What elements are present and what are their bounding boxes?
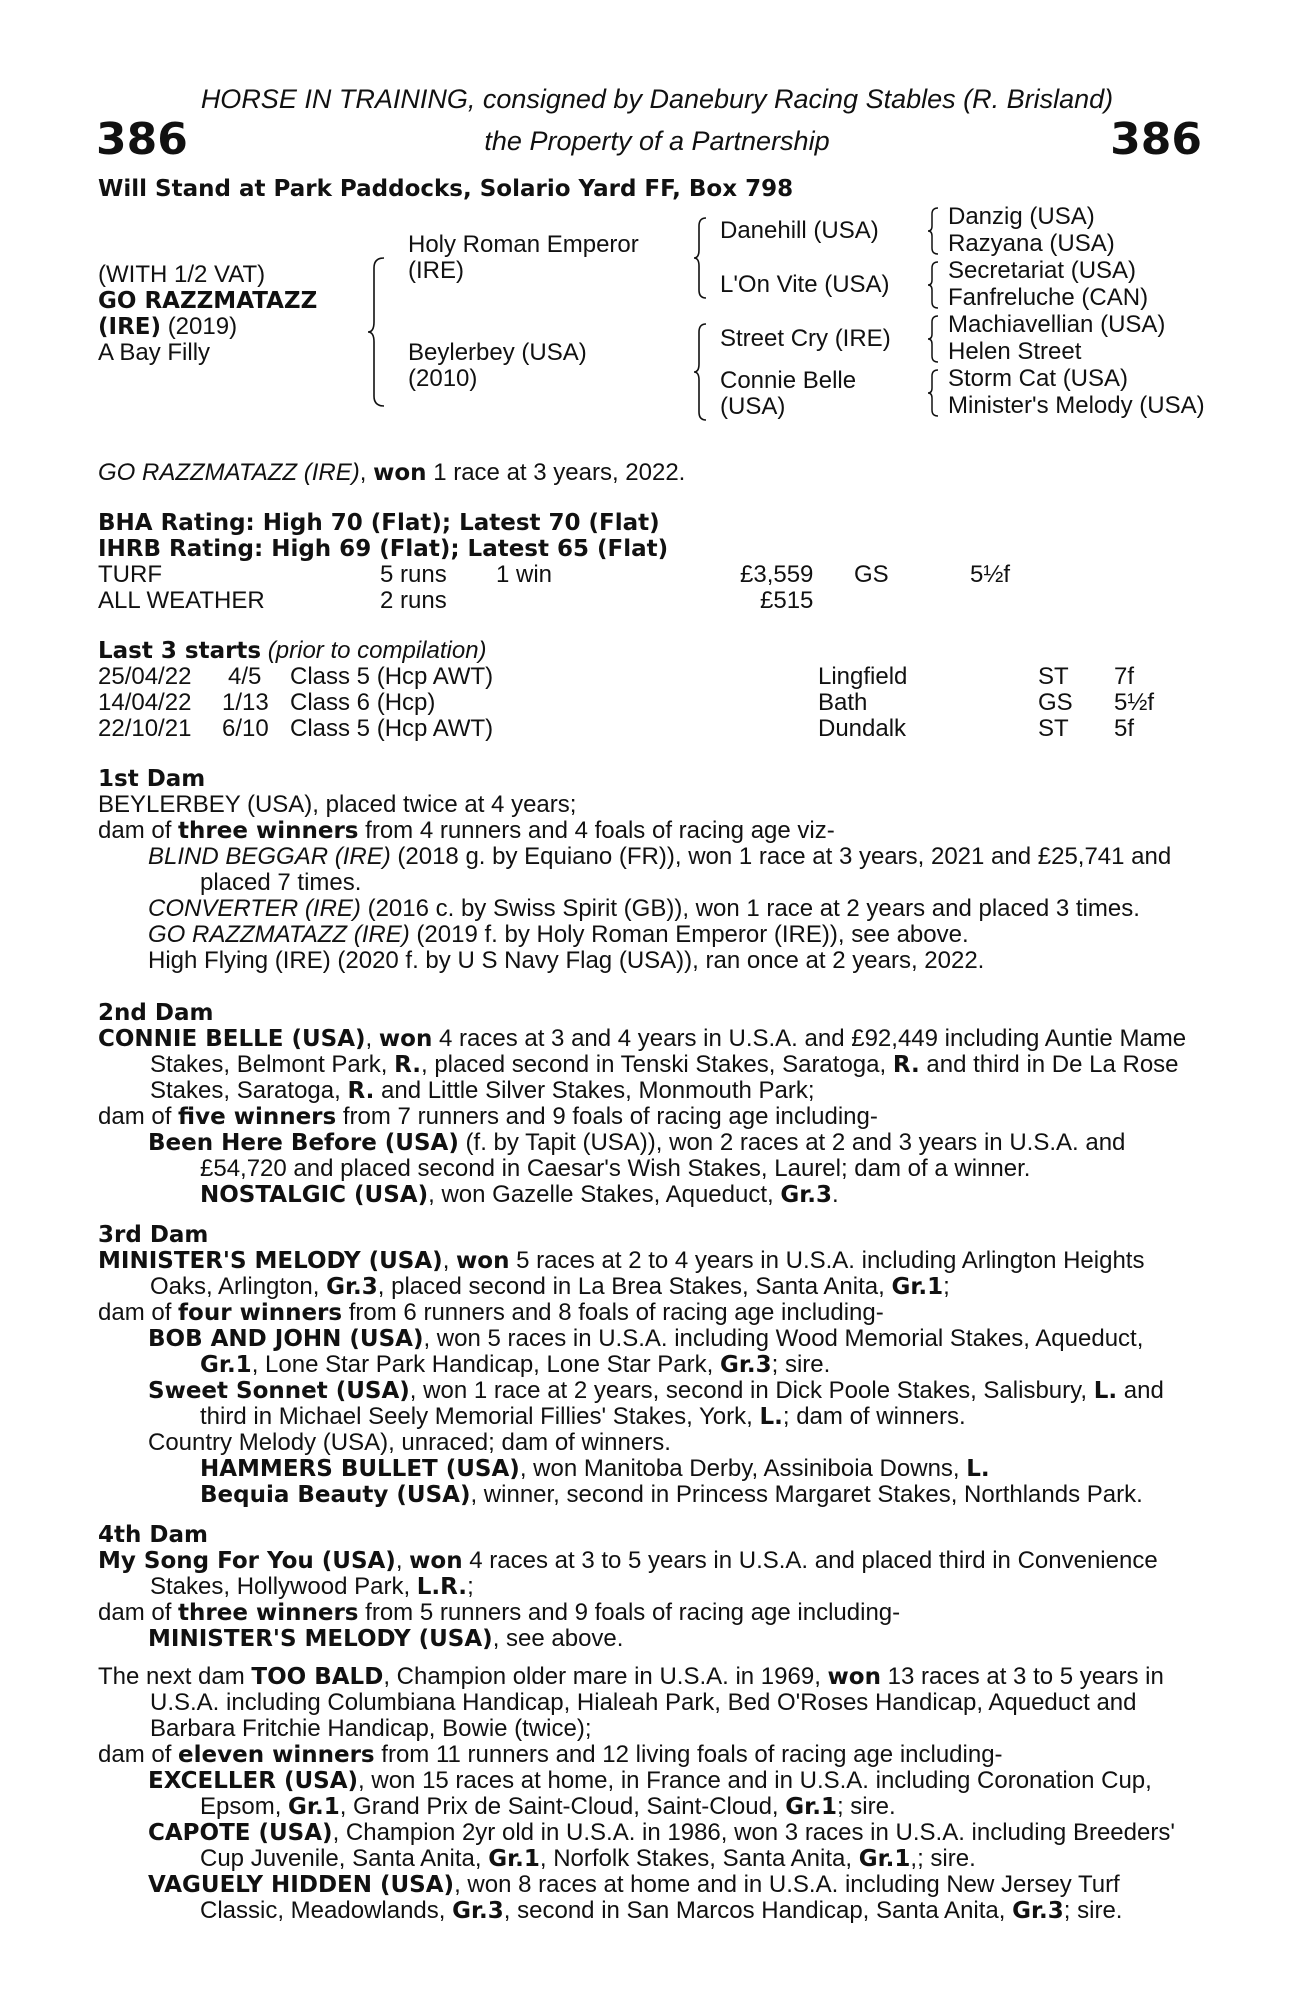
pedigree-brace-gen1 <box>366 256 388 408</box>
dam-sire: Street Cry (IRE) <box>720 325 891 352</box>
section-title: 1st Dam <box>98 766 206 792</box>
produce-entry: Country Melody (USA), unraced; dam of winners. <box>148 1429 671 1456</box>
produce-entry: VAGUELY HIDDEN (USA), won 8 races at home and in U.S.A. including New Jersey Turf Classic, Meadowlands, Gr.3, second in San Marcos Handicap, Santa Anita, Gr.3; sire. <box>148 1871 1123 1924</box>
produce-entry: BLIND BEGGAR (IRE) (2018 g. by Equiano (FR)), won 1 race at 3 years, 2021 and £25,741 and placed 7 times. <box>148 843 1172 896</box>
ihrb-rating: IHRB Rating: High 69 (Flat); Latest 65 (Flat) <box>98 536 669 562</box>
produce-entry: MINISTER'S MELODY (USA), see above. <box>148 1625 624 1652</box>
race-summary: GO RAZZMATAZZ (IRE), won 1 race at 3 years, 2022. <box>98 459 686 486</box>
gen3-ddd: Minister's Melody (USA) <box>948 392 1205 419</box>
stand-location: Will Stand at Park Paddocks, Solario Yard FF, Box 798 <box>98 176 794 202</box>
vat-note: (WITH 1/2 VAT) <box>98 261 266 288</box>
fourth-dam-section <box>98 1522 1202 1652</box>
third-dam-section <box>98 1222 1202 1508</box>
dam-description: MINISTER'S MELODY (USA), won 5 races at 2 to 4 years in U.S.A. including Arlington Heights Oaks, Arlington, Gr.3, placed second in La Brea Stakes, Santa Anita, Gr.1; <box>98 1247 1145 1300</box>
produce-entry: NOSTALGIC (USA), won Gazelle Stakes, Aqueduct, Gr.3. <box>200 1181 839 1208</box>
produce-entry: Bequia Beauty (USA), winner, second in Princess Margaret Stakes, Northlands Park. <box>200 1481 1143 1508</box>
dam-of-line: dam of three winners from 4 runners and 4 foals of racing age viz- <box>98 817 835 844</box>
sire-name-country: (IRE) <box>408 257 464 284</box>
produce-entry: Been Here Before (USA) (f. by Tapit (USA)), won 2 races at 2 and 3 years in U.S.A. and £54,720 and placed second in Caesar's Wish Stakes, Laurel; dam of a winner. <box>148 1129 1126 1182</box>
gen3-sds: Secretariat (USA) <box>948 257 1137 284</box>
dam-dam-country: (USA) <box>720 393 786 420</box>
pedigree-brace-dd <box>926 368 940 418</box>
produce-entry: EXCELLER (USA), won 15 races at home, in France and in U.S.A. including Coronation Cup, Epsom, Gr.1, Grand Prix de Saint-Cloud, Saint-Cloud, Gr.1; sire. <box>148 1767 1152 1820</box>
sire-name: Holy Roman Emperor <box>408 231 639 258</box>
section-title: 3rd Dam <box>98 1222 209 1248</box>
consignment-line: HORSE IN TRAINING, consigned by Danebury Racing Stables (R. Brisland) <box>200 84 1114 114</box>
gen3-ssd: Razyana (USA) <box>948 230 1115 257</box>
produce-entry: HAMMERS BULLET (USA), won Manitoba Derby, Assiniboia Downs, L. <box>200 1455 990 1482</box>
section-title: 4th Dam <box>98 1522 208 1548</box>
lot-number-left: 386 <box>96 114 188 165</box>
pedigree-brace-sire <box>692 216 708 300</box>
section-title: 2nd Dam <box>98 1000 214 1026</box>
gen3-dsd: Helen Street <box>948 338 1082 365</box>
produce-entry: GO RAZZMATAZZ (IRE) (2019 f. by Holy Roman Emperor (IRE)), see above. <box>148 921 969 948</box>
gen3-sdd: Fanfreluche (CAN) <box>948 284 1149 311</box>
gen3-sss: Danzig (USA) <box>948 203 1095 230</box>
horse-name-suffix: (IRE) (2019) <box>98 313 238 340</box>
produce-entry: High Flying (IRE) (2020 f. by U S Navy Flag (USA)), ran once at 2 years, 2022. <box>148 947 985 974</box>
last-starts-title: Last 3 starts (prior to compilation) <box>98 637 487 664</box>
sire-dam: L'On Vite (USA) <box>720 271 890 298</box>
produce-entry: CAPOTE (USA), Champion 2yr old in U.S.A. in 1986, won 3 races in U.S.A. including Breeders' Cup Juvenile, Santa Anita, Gr.1, Norfolk Stakes, Santa Anita, Gr.1,; sire. <box>148 1819 1175 1872</box>
produce-entry: BOB AND JOHN (USA), won 5 races in U.S.A. including Wood Memorial Stakes, Aqueduct, Gr.1, Lone Star Park Handicap, Lone Star Park, Gr.3; sire. <box>148 1325 1144 1378</box>
dam-of-line: dam of three winners from 5 runners and 9 foals of racing age including- <box>98 1599 901 1626</box>
dam-of-line: dam of eleven winners from 11 runners and 12 living foals of racing age including- <box>98 1741 1003 1768</box>
second-dam-section <box>98 1000 1202 1208</box>
produce-entry: CONVERTER (IRE) (2016 c. by Swiss Spirit (GB)), won 1 race at 2 years and placed 3 times. <box>148 895 1140 922</box>
sire-sire: Danehill (USA) <box>720 217 879 244</box>
produce-entry: Sweet Sonnet (USA), won 1 race at 2 years, second in Dick Poole Stakes, Salisbury, L. and third in Michael Seely Memorial Fillies' Stakes, York, L.; dam of winners. <box>148 1377 1164 1430</box>
horse-description: A Bay Filly <box>98 339 211 366</box>
dam-year: (2010) <box>408 365 478 392</box>
pedigree-brace-sd <box>926 260 940 310</box>
lot-number-right: 386 <box>1110 114 1202 165</box>
bha-rating: BHA Rating: High 70 (Flat); Latest 70 (Flat) <box>98 510 660 536</box>
pedigree-brace-ds <box>926 314 940 364</box>
dam-description: My Song For You (USA), won 4 races at 3 to 5 years in U.S.A. and placed third in Convenience Stakes, Hollywood Park, L.R.; <box>98 1547 1158 1600</box>
property-line: the Property of a Partnership <box>484 126 830 156</box>
horse-name: GO RAZZMATAZZ <box>98 288 318 314</box>
first-dam-section <box>98 766 1202 974</box>
gen3-dss: Machiavellian (USA) <box>948 311 1166 338</box>
dam-description: CONNIE BELLE (USA), won 4 races at 3 and 4 years in U.S.A. and £92,449 including Auntie Mame Stakes, Belmont Park, R., placed second in Tenski Stakes, Saratoga, R. and third in De La Rose Stakes, Saratoga, R. and Little Silver Stakes, Monmouth Park; <box>98 1025 1187 1104</box>
next-dam-section <box>98 1664 1202 1924</box>
dam-name: Beylerbey (USA) <box>408 339 587 366</box>
pedigree-brace-dam <box>692 322 708 422</box>
dam-description: The next dam TOO BALD, Champion older mare in U.S.A. in 1969, won 13 races at 3 to 5 years in U.S.A. including Columbiana Handicap, Hialeah Park, Bed O'Roses Handicap, Aqueduct and Barbara Fritchie Handicap, Bowie (twice); <box>98 1663 1164 1742</box>
dam-of-line: dam of four winners from 6 runners and 8 foals of racing age including- <box>98 1299 884 1326</box>
dam-dam: Connie Belle <box>720 367 857 394</box>
dam-description: BEYLERBEY (USA), placed twice at 4 years; <box>98 791 577 818</box>
dam-of-line: dam of five winners from 7 runners and 9 foals of racing age including- <box>98 1103 878 1130</box>
pedigree-brace-ss <box>926 206 940 256</box>
gen3-dds: Storm Cat (USA) <box>948 365 1129 392</box>
